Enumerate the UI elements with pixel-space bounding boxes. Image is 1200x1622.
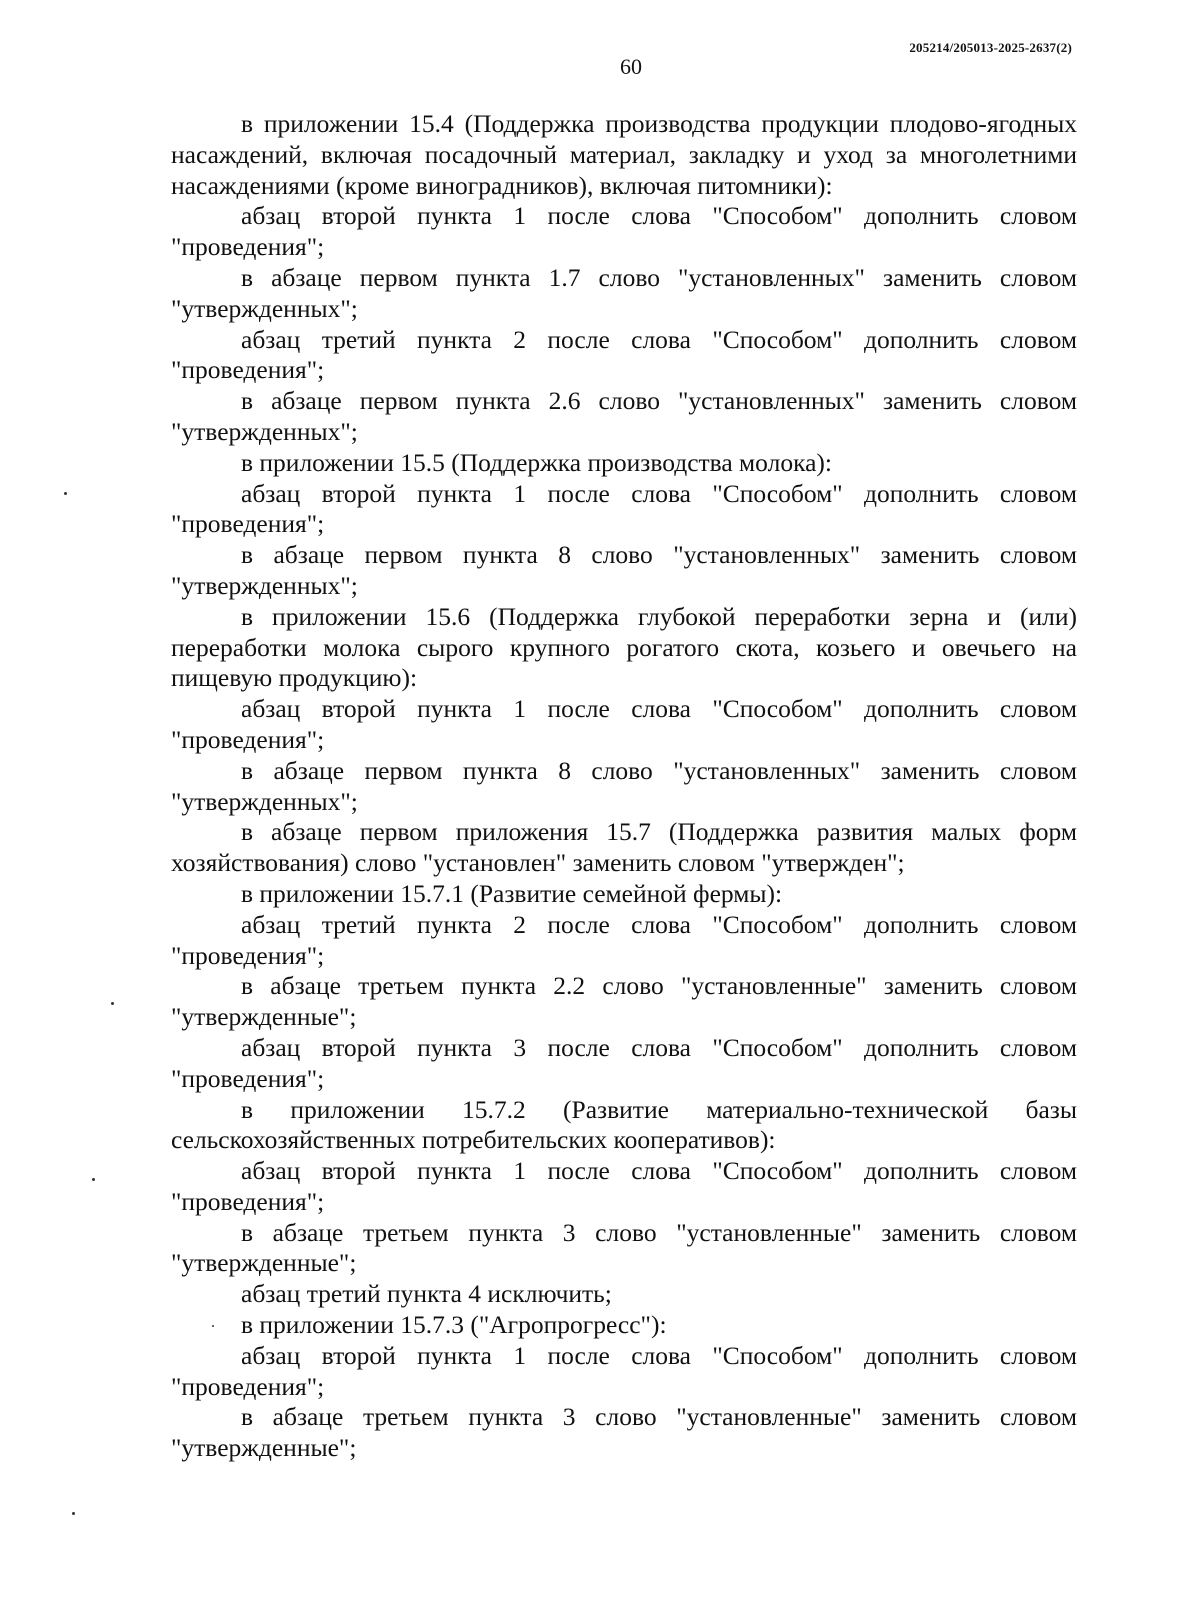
paragraph: в абзаце третьем пункта 3 слово "установленные" заменить словом "утвержденные";: [171, 1217, 1077, 1278]
paragraph: в приложении 15.4 (Поддержка производства продукции плодово-ягодных насаждений, включая посадочный материал, закладку и уход за многолетними насаждениями (кроме виноградников), включая питомники):: [171, 109, 1077, 200]
scan-speck: [212, 1325, 214, 1327]
paragraph: в приложении 15.7.3 ("Агропрогресс"):: [241, 1310, 667, 1340]
paragraph: абзац второй пункта 1 после слова "Способом" дополнить словом "проведения";: [171, 1156, 1077, 1216]
paragraph: в абзаце первом пункта 2.6 слово "установленных" заменить словом "утвержденных";: [171, 386, 1077, 446]
paragraph: абзац третий пункта 4 исключить;: [241, 1279, 612, 1309]
scan-speck: [111, 1002, 114, 1005]
scan-speck: [64, 492, 67, 495]
paragraph: абзац второй пункта 1 после слова "Способом" дополнить словом "проведения";: [171, 1340, 1077, 1401]
paragraph: в приложении 15.6 (Поддержка глубокой переработки зерна и (или) переработки молока сырого крупного рогатого скота, козьего и овечьего на пищевую продукцию):: [171, 601, 1077, 693]
paragraph: в абзаце первом пункта 8 слово "установленных" заменить словом "утвержденных";: [171, 540, 1077, 600]
paragraph: в абзаце третьем пункта 3 слово "установленные" заменить словом "утвержденные";: [171, 1402, 1077, 1463]
document-id: 205214/205013-2025-2637(2): [909, 40, 1072, 55]
paragraph: в приложении 15.7.2 (Развитие материально-технической базы сельскохозяйственных потребительских кооперативов):: [171, 1094, 1077, 1155]
paragraph: абзац второй пункта 1 после слова "Способом" дополнить словом "проведения";: [171, 201, 1077, 262]
paragraph: в абзаце первом пункта 8 слово "установленных" заменить словом "утвержденных";: [171, 755, 1077, 816]
scan-speck: [92, 1178, 95, 1181]
paragraph: в приложении 15.5 (Поддержка производства молока):: [241, 447, 832, 477]
paragraph: в абзаце первом приложения 15.7 (Поддержка развития малых форм хозяйствования) слово "установлен" заменить словом "утвержден";: [171, 817, 1077, 878]
document-body: [171, 109, 1077, 1464]
scan-speck: [72, 1512, 75, 1515]
paragraph: абзац третий пункта 2 после слова "Способом" дополнить словом "проведения";: [171, 324, 1077, 385]
paragraph: в приложении 15.7.1 (Развитие семейной фермы):: [241, 878, 783, 908]
paragraph: в абзаце третьем пункта 2.2 слово "установленные" заменить словом "утвержденные";: [171, 971, 1077, 1032]
paragraph: абзац второй пункта 1 после слова "Способом" дополнить словом "проведения";: [171, 694, 1077, 754]
paragraph: абзац второй пункта 3 после слова "Способом" дополнить словом "проведения";: [171, 1032, 1077, 1093]
paragraph: абзац второй пункта 1 после слова "Способом" дополнить словом "проведения";: [171, 478, 1077, 539]
paragraph: в абзаце первом пункта 1.7 слово "установленных" заменить словом "утвержденных";: [171, 262, 1077, 323]
paragraph: абзац третий пункта 2 после слова "Способом" дополнить словом "проведения";: [171, 909, 1077, 970]
page-number: 60: [620, 54, 642, 79]
